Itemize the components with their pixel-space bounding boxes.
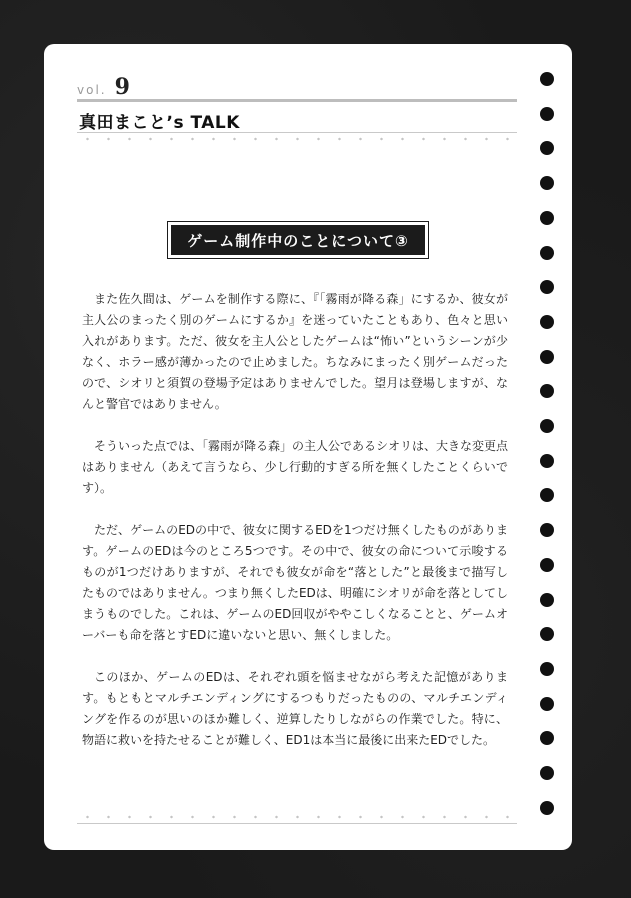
binder-hole <box>540 419 554 433</box>
dotted-divider-bottom <box>77 815 517 819</box>
section-heading <box>171 225 425 255</box>
binder-hole <box>540 731 554 745</box>
title-underline <box>77 132 517 133</box>
binder-hole <box>540 176 554 190</box>
binder-hole <box>540 211 554 225</box>
binder-hole <box>540 350 554 364</box>
binder-hole <box>540 488 554 502</box>
binder-hole <box>540 627 554 641</box>
binder-hole <box>540 454 554 468</box>
article-body <box>82 289 508 772</box>
binder-hole <box>540 246 554 260</box>
binder-hole <box>540 801 554 815</box>
binder-hole <box>540 141 554 155</box>
talk-title: 真田まことʼs TALK <box>79 113 240 133</box>
paragraph-2: そういった点では、「霧雨が降る森」の主人公であるシオリは、大きな変更点はありません（あえて言うなら、少し行動的すぎる所を無くしたことくらいです）。 <box>82 439 509 495</box>
binder-hole <box>540 593 554 607</box>
volume-heading <box>77 74 130 100</box>
binder-hole <box>540 697 554 711</box>
paragraph-3: ただ、ゲームのEDの中で、彼女に関するEDを1つだけ無くしたものがあります。ゲームのEDは今のところ5つです。その中で、彼女の命について示唆するものが1つだけありますが、それでも彼女が命を“落とした”と最後まで描写したものではありません。つまり無くしたEDは、明確にシオリが命を落としてしまうものでした。これは、ゲームのED回収がややこしくなることと、ゲームオーバーも命を落とすEDに違いないと思い、無くしました。 <box>82 523 508 642</box>
binder-hole <box>540 315 554 329</box>
volume-number: 9 <box>114 74 130 100</box>
binder-hole <box>540 523 554 537</box>
header-rule <box>77 99 517 102</box>
binder-hole <box>540 558 554 572</box>
volume-label: vol. <box>77 83 107 97</box>
notebook-page <box>44 44 572 850</box>
binder-hole <box>540 72 554 86</box>
binder-hole <box>540 384 554 398</box>
section-title: ゲーム制作中のことについて③ <box>187 231 409 250</box>
paragraph-1: また佐久間は、ゲームを制作する際に、『「霧雨が降る森」にするか、彼女が主人公のまったく別のゲームにするか』を迷っていたこともあり、色々と思い入れがあります。ただ、彼女を主人公としたゲームは“怖い”というシーンが少なく、ホラー感が薄かったので止めました。ちなみにまったく別ゲームだったので、シオリと須賀の登場予定はありませんでした。望月は登場しますが、なんと警官ではありません。 <box>82 292 508 411</box>
binder-hole <box>540 662 554 676</box>
footer-rule <box>77 823 517 824</box>
paragraph-4: このほか、ゲームのEDは、それぞれ頭を悩ませながら考えた記憶があります。もともとマルチエンディングにするつもりだったものの、マルチエンディングを作るのが思いのほか難しく、逆算したりしながらの作業でした。特に、物語に救いを持たせることが難しく、ED1は本当に最後に出来たEDでした。 <box>82 670 508 747</box>
binder-hole <box>540 280 554 294</box>
dotted-divider-top <box>77 137 517 141</box>
binder-holes <box>540 72 556 832</box>
binder-hole <box>540 107 554 121</box>
binder-hole <box>540 766 554 780</box>
